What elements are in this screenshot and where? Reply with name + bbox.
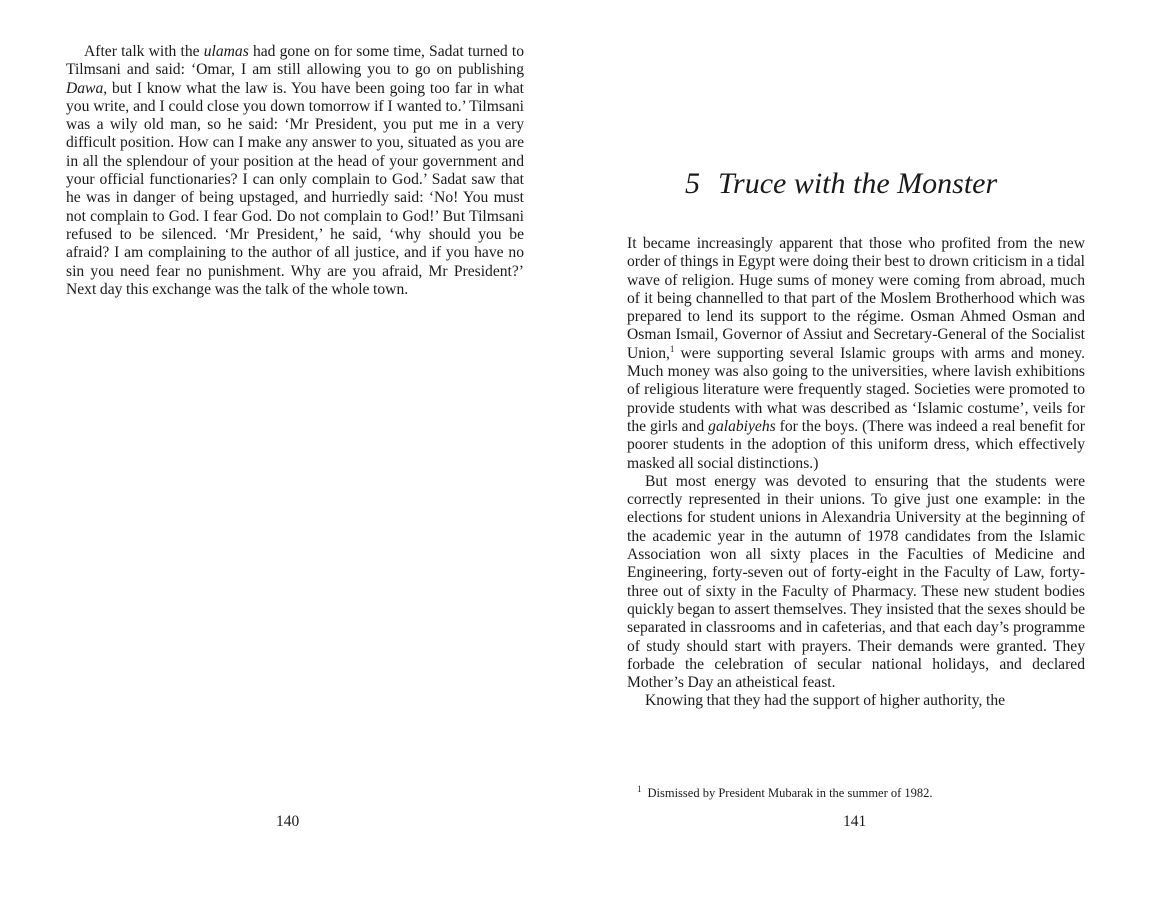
text-run: But most energy was devoted to ensuring that the students were correctly represented in their unions. To give just one example: in the elections for student unions in Alexandria University at the beginning of the academic year in the autumn of 1978 candidates from the Islamic Association won all sixty places in the Faculties of Medicine and Engineering, forty-seven out of forty-eight in the Faculty of Law, forty-three out of sixty in the Faculty of Pharmacy. These new student bodies quickly began to assert themselves. They insisted that the sexes should be separated in classrooms and in cafeterias, and that each day’s programme of study should start with prayers. Their demands were granted. They forbade the celebration of secular national holidays, and declared Mother’s Day an atheistical feast. bbox=[627, 472, 1085, 692]
page-number-left: 140 bbox=[276, 813, 300, 830]
text-run: Knowing that they had the support of higher authority, the bbox=[645, 692, 1006, 710]
text-run: for the boys. (There was indeed a real benefit for poorer students in the adoption of this uniform dress, which effectively masked all social distinctions.) bbox=[627, 417, 1085, 472]
text-run: , but I know what the law is. You have been going too far in what you write, and I could close you down tomorrow if I wanted to.’ Tilmsani was a wily old man, so he said: ‘Mr President, you put me in a very difficult position. How can I make any answer to you, situated as you are in all the splendour of your position at the head of your government and your official functionaries? I can only complain to God.’ Sadat saw that he was in danger of being upstaged, and hurriedly said: ‘No! You must not complain to God. I fear God. Do not complain to God!’ But Tilmsani refused to be silenced. ‘Mr President,’ he said, ‘why should you be afraid? I am complaining to the author of all justice, and if you have no sin you need fear no punishment. Why are you afraid, Mr President?’ Next day this exchange was the talk of the whole town. bbox=[66, 79, 524, 298]
text-run: were supporting several Islamic groups with arms and money. Much money was also going to the universities, where lavish exhibitions of religious literature were frequently staged. Societies were promoted to provide students with what was described as ‘Islamic costume’, veils for the girls and bbox=[627, 344, 1085, 435]
chapter-heading bbox=[685, 167, 1045, 201]
right-page bbox=[575, 0, 1150, 908]
footnote bbox=[637, 783, 1077, 801]
paragraph bbox=[627, 473, 1085, 693]
text-run: After talk with the bbox=[84, 43, 204, 60]
chapter-title: Truce with the Monster bbox=[718, 167, 998, 200]
italic-text: Dawa bbox=[66, 79, 104, 97]
footnote-ref: 1 bbox=[669, 343, 675, 354]
page-number-right: 141 bbox=[843, 813, 867, 830]
chapter-number: 5 bbox=[685, 167, 700, 200]
paragraph bbox=[627, 692, 1085, 710]
italic-text: galabiyehs bbox=[708, 417, 776, 435]
paragraph bbox=[66, 43, 524, 299]
left-page-body bbox=[66, 43, 524, 299]
text-run: It became increasingly apparent that those who profited from the new order of things in Egypt were doing their best to drown criticism in a tidal wave of religion. Huge sums of money were coming from abroad, much of it being channelled to that part of the Moslem Brotherhood which was prepared to lend its support to the régime. Osman Ahmed Osman and Osman Ismail, Governor of Assiut and Secretary-General of the Socialist Union, bbox=[627, 235, 1085, 362]
text-run: had gone on for some time, Sadat turned to Tilmsani and said: ‘Omar, I am still allowing you to go on publishing bbox=[66, 43, 524, 79]
paragraph bbox=[627, 235, 1085, 473]
footnote-mark: 1 bbox=[637, 783, 642, 794]
italic-text: ulamas bbox=[203, 43, 249, 60]
right-page-body bbox=[627, 235, 1085, 711]
footnote-text: Dismissed by President Mubarak in the summer of 1982. bbox=[647, 786, 933, 800]
